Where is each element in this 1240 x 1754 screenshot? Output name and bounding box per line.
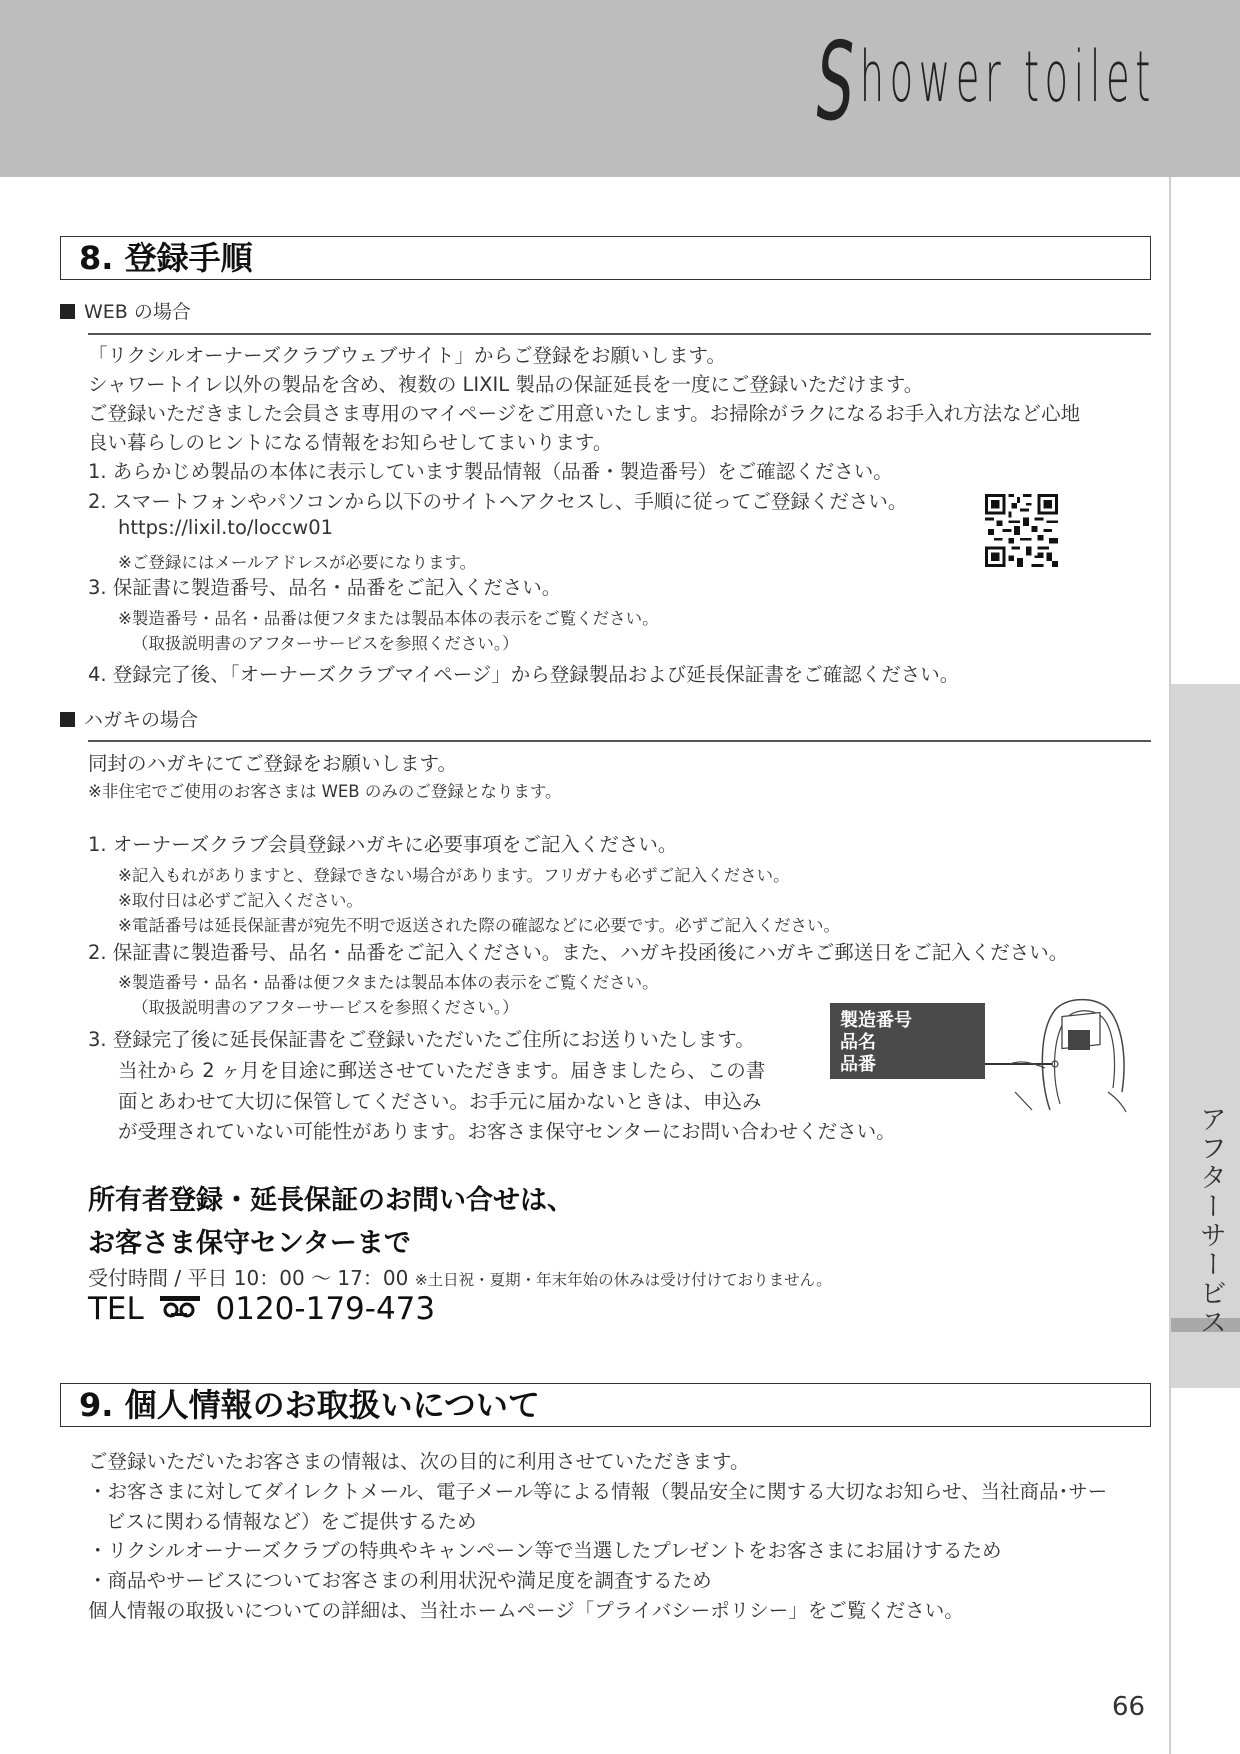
contact-title-line-2: お客さま保守センターまで (88, 1228, 411, 1259)
web-line-2: シャワートイレ以外の製品を含め、複数の LIXIL 製品の保証延長を一度にご登録いただけます。 (88, 373, 924, 396)
web-line-1: 「リクシルオーナーズクラブウェブサイト」からご登録をお願いします。 (88, 344, 726, 367)
web-step-3-note-1: ※製造番号・品名・品番は便フタまたは製品本体の表示をご覧ください。 (118, 609, 659, 628)
postcard-step-1-note-3: ※電話番号は延長保証書が宛先不明で返送された際の確認などに必要です。必ずご記入ください。 (118, 916, 841, 935)
section-9-title: 9. 個人情報のお取扱いについて (60, 1383, 1151, 1427)
side-tab-bottom (1171, 1332, 1240, 1388)
web-line-4: 良い暮らしのヒントになる情報をお知らせしてまいります。 (88, 431, 613, 454)
web-step-2: 2. スマートフォンやパソコンから以下のサイトへアクセスし、手順に従ってご登録ください。 (88, 490, 908, 513)
contact-hours: 受付時間 / 平日 10：00 ～ 17：00 ※土日祝・夏期・年末年始の休みは受け付けておりません。 (88, 1266, 832, 1290)
postcard-rule (88, 740, 1151, 742)
label-product-name: 品名 (840, 1032, 876, 1053)
postcard-step-3-line-2: 当社から 2 ヶ月を目途に郵送させていただきます。届きましたら、この書 (118, 1059, 766, 1082)
postcard-step-3-line-3: 面とあわせて大切に保管してください。お手元に届かないときは、申込み (118, 1090, 762, 1113)
postcard-step-2-note-2: （取扱説明書のアフターサービスを参照ください。） (132, 998, 519, 1017)
tel-label: TEL (88, 1291, 144, 1327)
square-bullet-icon (60, 712, 75, 727)
postcard-intro-note: ※非住宅でご使用のお客さまは WEB のみのご登録となります。 (88, 782, 562, 801)
postcard-step-3-line-1: 3. 登録完了後に延長保証書をご登録いただいたご住所にお送りいたします。 (88, 1028, 755, 1051)
privacy-bullet-1-line-1: ・お客さまに対してダイレクトメール、電子メール等による情報（製品安全に関する大切なお知らせ、当社商品･サー (88, 1480, 1108, 1503)
page-number: 66 (1112, 1692, 1146, 1722)
square-bullet-icon (60, 304, 75, 319)
web-step-2-url[interactable]: https://lixil.to/loccw01 (118, 516, 334, 539)
contact-tel (88, 1291, 435, 1327)
section-8-title: 8. 登録手順 (60, 236, 1151, 280)
label-serial-number: 製造番号 (840, 1010, 912, 1031)
side-tab-label: アフターサービス (1195, 1105, 1226, 1337)
postcard-step-1-note-1: ※記入もれがありますと、登録できない場合があります。フリガナも必ずご記入ください。 (118, 866, 790, 885)
web-step-1: 1. あらかじめ製品の本体に表示しています製品情報（品番・製造番号）をご確認ください。 (88, 460, 893, 483)
web-rule (88, 333, 1151, 335)
web-step-4: 4. 登録完了後、「オーナーズクラブマイページ」から登録製品および延長保証書をご確認ください。 (88, 663, 960, 686)
free-dial-icon (160, 1296, 200, 1318)
label-product-number: 品番 (840, 1054, 876, 1075)
privacy-intro: ご登録いただいたお客さまの情報は、次の目的に利用させていただきます。 (88, 1450, 750, 1473)
postcard-step-1: 1. オーナーズクラブ会員登録ハガキに必要事項をご記入ください。 (88, 833, 678, 856)
web-step-3: 3. 保証書に製造番号、品名・品番をご記入ください。 (88, 576, 562, 599)
privacy-bullet-1-line-2: ビスに関わる情報など）をご提供するため (106, 1510, 477, 1533)
tel-number[interactable]: 0120-179-473 (215, 1291, 436, 1327)
privacy-bullet-3: ・商品やサービスについてお客さまの利用状況や満足度を調査するため (88, 1569, 712, 1592)
web-heading: WEB の場合 (60, 297, 191, 324)
brand-logo: Shower toilet (816, 20, 1156, 145)
postcard-heading: ハガキの場合 (60, 705, 198, 732)
toilet-lid-illustration (1010, 992, 1130, 1117)
postcard-step-2-note-1: ※製造番号・品名・品番は便フタまたは製品本体の表示をご覧ください。 (118, 973, 659, 992)
product-label-callout (830, 1003, 985, 1079)
postcard-step-3-line-4: が受理されていない可能性があります。お客さま保守センターにお問い合わせください。 (118, 1120, 896, 1143)
web-step-2-note: ※ご登録にはメールアドレスが必要になります。 (118, 553, 477, 572)
qr-code-icon (985, 494, 1058, 567)
contact-hours-note: ※土日祝・夏期・年末年始の休みは受け付けておりません。 (414, 1271, 832, 1289)
postcard-intro: 同封のハガキにてご登録をお願いします。 (88, 752, 457, 775)
contact-title-line-1: 所有者登録・延長保証のお問い合せは、 (88, 1185, 574, 1216)
web-line-3: ご登録いただきました会員さま専用のマイページをご用意いたします。お掃除がラクになるお手入れ方法など心地 (88, 402, 1081, 425)
privacy-outro: 個人情報の取扱いについての詳細は、当社ホームページ「プライバシーポリシー」をご覧ください。 (88, 1599, 964, 1622)
web-step-3-note-2: （取扱説明書のアフターサービスを参照ください。） (132, 634, 519, 653)
privacy-bullet-2: ・リクシルオーナーズクラブの特典やキャンペーン等で当選したプレゼントをお客さまにお届けするため (88, 1539, 1002, 1562)
postcard-step-2: 2. 保証書に製造番号、品名・品番をご記入ください。また、ハガキ投函後にハガキご郵送日をご記入ください。 (88, 941, 1069, 964)
postcard-step-1-note-2: ※取付日は必ずご記入ください。 (118, 891, 363, 910)
